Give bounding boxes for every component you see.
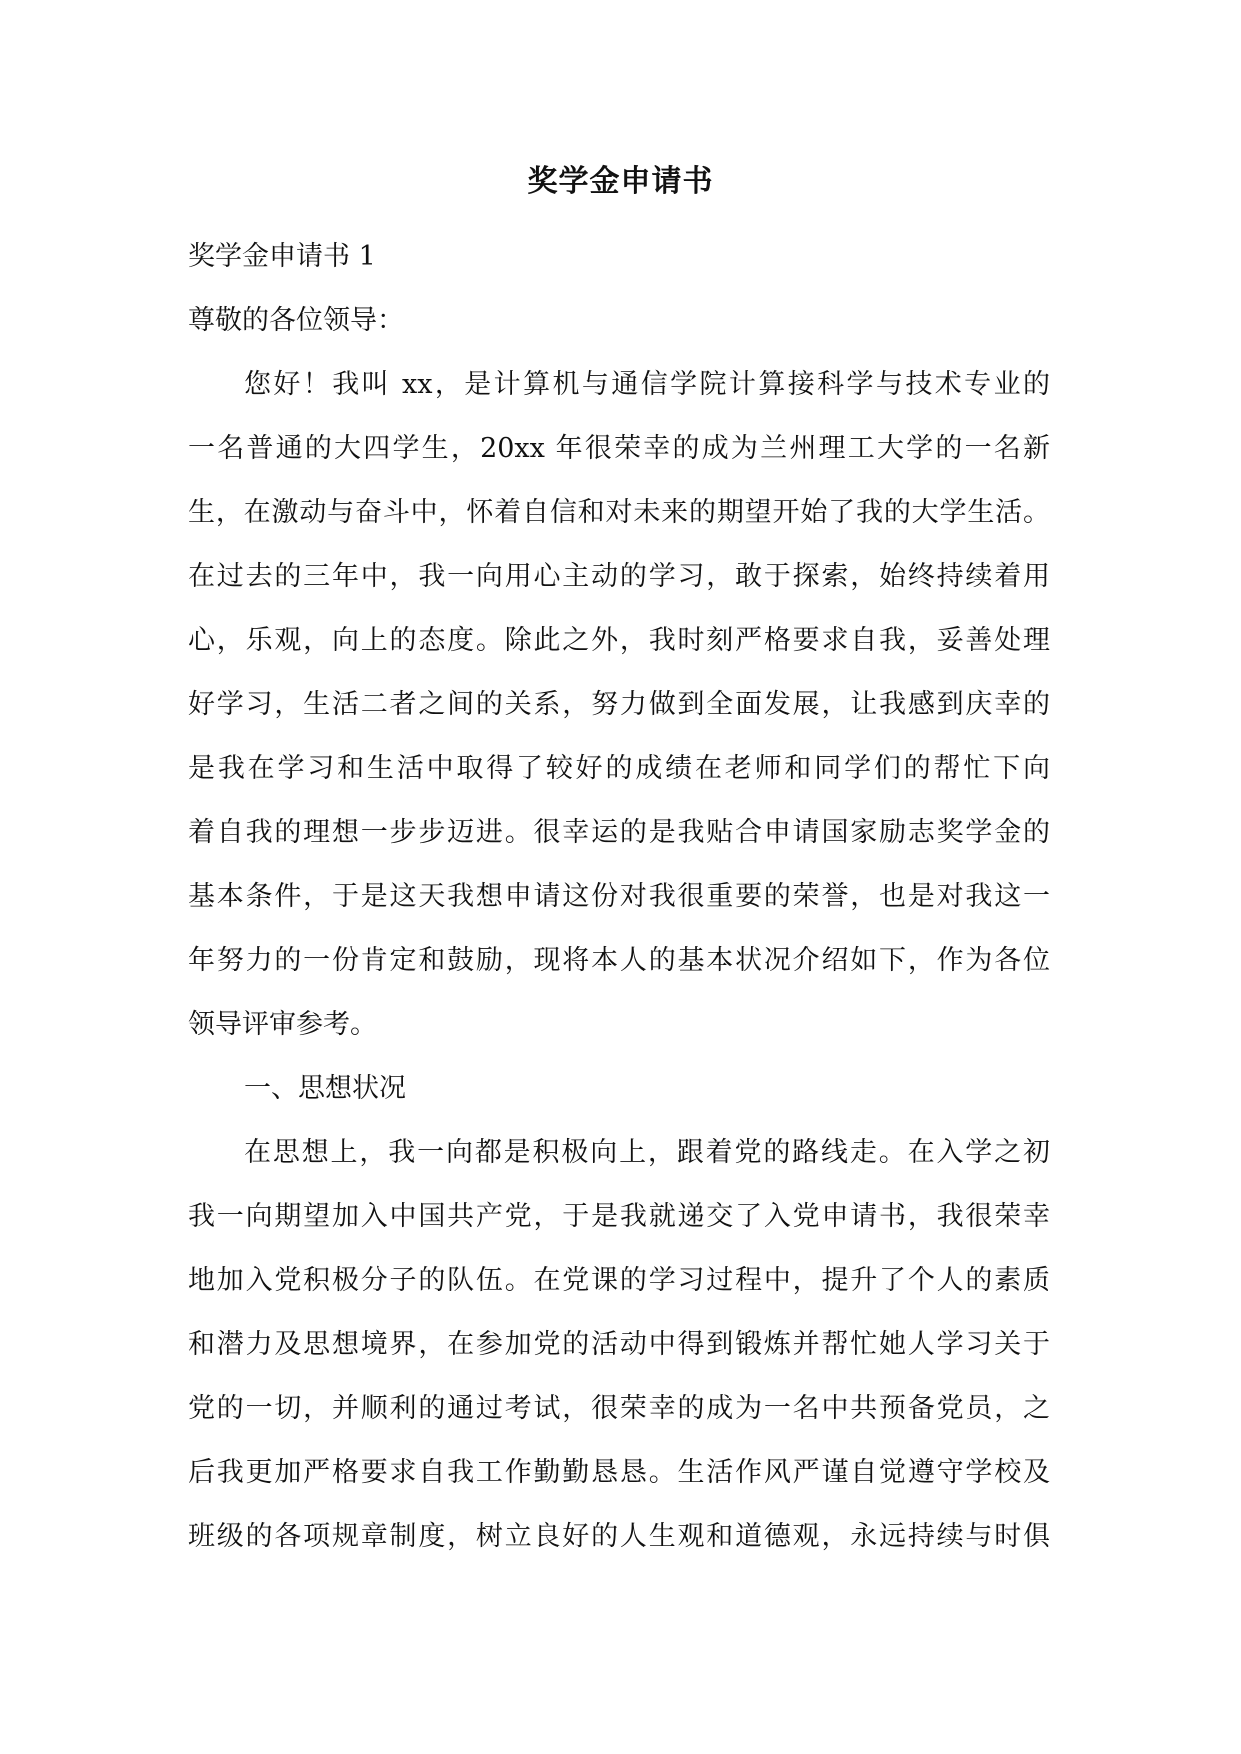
text-line: 基本条件，于是这天我想申请这份对我很重要的荣誉，也是对我这一 (188, 881, 1050, 912)
text-line: 和潜力及思想境界，在参加党的活动中得到锻炼并帮忙她人学习关于 (188, 1329, 1050, 1360)
text-line: 在过去的三年中，我一向用心主动的学习，敢于探索，始终持续着用 (188, 561, 1050, 592)
text-line: 是我在学习和生活中取得了较好的成绩在老师和同学们的帮忙下向 (188, 753, 1050, 784)
text-line: 在思想上，我一向都是积极向上，跟着党的路线走。在入学之初 (244, 1137, 1050, 1168)
document-title: 奖学金申请书 (527, 164, 714, 199)
text-line: 党的一切，并顺利的通过考试，很荣幸的成为一名中共预备党员，之 (188, 1393, 1050, 1424)
text-line: 年努力的一份肯定和鼓励，现将本人的基本状况介绍如下，作为各位 (188, 945, 1050, 976)
text-line: 后我更加严格要求自我工作勤勤恳恳。生活作风严谨自觉遵守学校及 (188, 1457, 1050, 1488)
document-body (188, 225, 1050, 1569)
text-line: 一、思想状况 (244, 1073, 406, 1104)
text-line: 着自我的理想一步步迈进。很幸运的是我贴合申请国家励志奖学金的 (188, 817, 1050, 848)
text-line: 地加入党积极分子的队伍。在党课的学习过程中，提升了个人的素质 (188, 1265, 1050, 1296)
text-line: 我一向期望加入中国共产党，于是我就递交了入党申请书，我很荣幸 (188, 1201, 1050, 1232)
text-line: 班级的各项规章制度，树立良好的人生观和道德观，永远持续与时俱 (188, 1521, 1050, 1552)
text-line: 生，在激动与奋斗中，怀着自信和对未来的期望开始了我的大学生活。 (188, 497, 1050, 528)
text-line: 心，乐观，向上的态度。除此之外，我时刻严格要求自我，妥善处理 (188, 625, 1050, 656)
text-line: 奖学金申请书 1 (188, 241, 376, 272)
text-line: 尊敬的各位领导： (188, 305, 404, 336)
text-line: 您好！我叫 xx，是计算机与通信学院计算接科学与技术专业的 (244, 369, 1050, 400)
text-line: 好学习，生活二者之间的关系，努力做到全面发展，让我感到庆幸的 (188, 689, 1050, 720)
text-line: 一名普通的大四学生，20xx 年很荣幸的成为兰州理工大学的一名新 (188, 433, 1050, 464)
text-line: 领导评审参考。 (188, 1009, 377, 1040)
